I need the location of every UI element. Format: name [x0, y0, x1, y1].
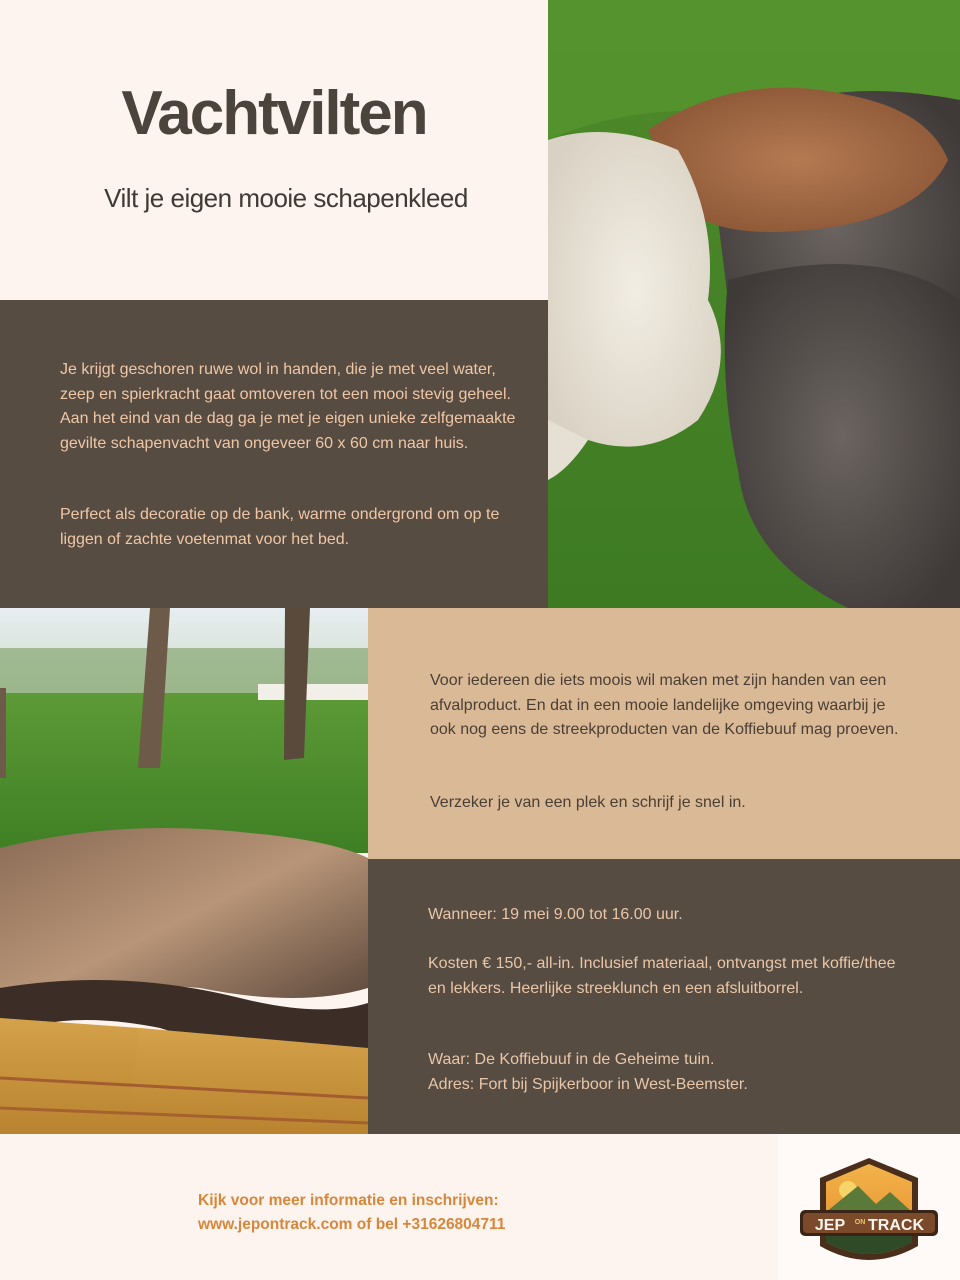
contact-info-link[interactable]: www.jepontrack.com of bel +31626804711	[198, 1216, 506, 1233]
jep-on-track-logo	[778, 1134, 960, 1280]
event-location	[428, 1048, 908, 1097]
logo-container	[778, 1134, 960, 1280]
sheepskin-on-grass-photo	[548, 0, 960, 608]
intro-paragraph: Je krijgt geschoren ruwe wol in handen, die je met veel water, zeep en spierkracht gaat omtoveren tot een mooi stevig geheel. Aan het eind van de dag ga je met je eigen unieke zelfgemaakte gevilte schapenvacht van ongeveer 60 x 60 cm naar huis.	[60, 361, 516, 452]
page-title: Vachtvilten	[121, 79, 427, 148]
event-cost: Kosten € 150,- all-in. Inclusief materiaal, ontvangst met koffie/thee en lekkers. Heerlijke streeklunch en een afsluitborrel.	[428, 955, 896, 997]
header	[0, 0, 548, 300]
event-venue: Waar: De Koffiebuuf in de Geheime tuin.	[428, 1051, 715, 1068]
logo-text-track: TRACK	[868, 1217, 924, 1234]
felt-on-table-garden-photo	[0, 608, 368, 1134]
audience-paragraph: Voor iedereen die iets moois wil maken met zijn handen van een afvalproduct. En dat in een mooie landelijke omgeving waarbij je ook nog eens de streekproducten van de Koffiebuuf mag proeven.	[430, 672, 899, 738]
more-info-label: Kijk voor meer informatie en inschrijven:	[198, 1192, 499, 1209]
event-date-time: Wanneer: 19 mei 9.00 tot 16.00 uur.	[428, 906, 683, 923]
page-subtitle: Vilt je eigen mooie schapenkleed	[104, 183, 468, 213]
sheepskin-photo-graphic	[548, 0, 960, 608]
logo-text-on: ON	[854, 1219, 866, 1226]
event-address: Adres: Fort bij Spijkerboor in West-Beemster.	[428, 1075, 748, 1093]
logo-text-jep: JEP	[814, 1217, 846, 1234]
intro-paragraph-usage: Perfect als decoratie op de bank, warme ondergrond om op te liggen of zachte voetenmat voor het bed.	[60, 506, 500, 548]
signup-call-to-action: Verzeker je van een plek en schrijf je snel in.	[430, 794, 746, 811]
garden-photo-graphic	[0, 608, 368, 1134]
